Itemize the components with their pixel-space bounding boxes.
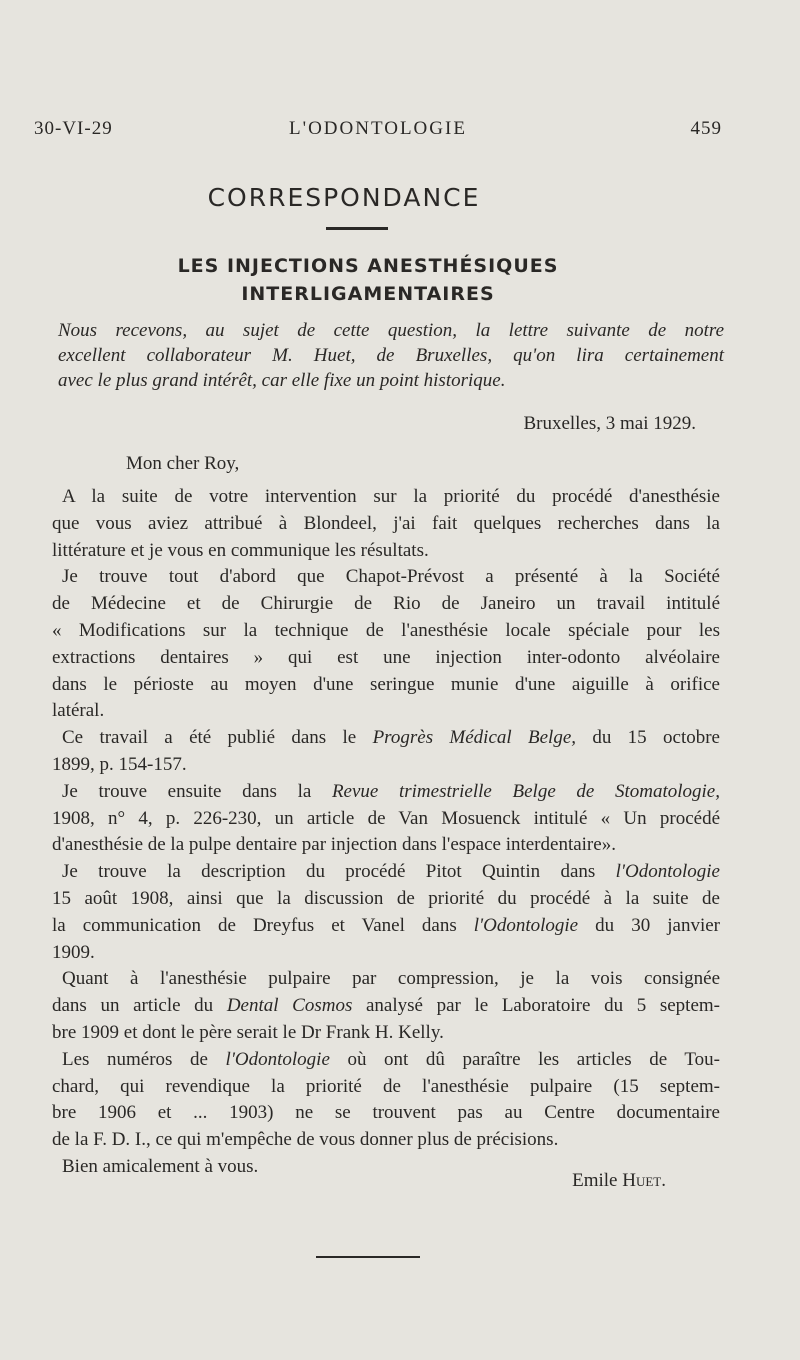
letter-dateline: Bruxelles, 3 mai 1929. <box>523 413 696 434</box>
citation-journal: Revue trimestrielle Belge de Stomatologie, <box>331 780 720 802</box>
text-run: la communication de Dreyfus et Vanel dans <box>52 914 474 936</box>
text-line: extractions dentaires » qui est une injection inter-odonto alvéolaire <box>52 646 720 668</box>
text-run: du 30 janvier <box>578 914 720 936</box>
text-run: Je trouve la description du procédé Pitot Quintin dans <box>62 861 616 883</box>
signature-first-name: Emile <box>572 1170 618 1191</box>
intro-line-1: Nous recevons, au sujet de cette question, la lettre suivante de notre <box>58 320 724 341</box>
text-line: de Médecine et de Chirurgie de Rio de Janeiro un travail intitulé <box>52 593 720 615</box>
end-divider <box>316 1256 420 1258</box>
text-line: 1908, n° 4, p. 226-230, un article de Van Mosuenck intitulé « Un procédé <box>52 807 720 829</box>
intro-line-2: excellent collaborateur M. Huet, de Bruxelles, qu'on lira certainement <box>58 345 724 366</box>
text-line: de la F. D. I., ce qui m'empêche de vous donner plus de précisions. <box>52 1129 559 1151</box>
citation-journal: l'Odontologie <box>225 1048 330 1070</box>
text-line: 1909. <box>52 941 95 963</box>
text-run: Je trouve ensuite dans la <box>62 780 332 802</box>
text-line <box>52 779 720 806</box>
header-page-number: 459 <box>690 118 722 139</box>
citation-journal: Dental Cosmos <box>226 995 353 1017</box>
paragraph-1 <box>52 484 720 564</box>
text-line <box>52 725 720 752</box>
text-run: dans un article du <box>52 995 227 1017</box>
intro-line-3: avec le plus grand intérêt, car elle fixe un point historique. <box>58 370 506 391</box>
header-journal: L'ODONTOLOGIE <box>289 118 467 139</box>
text-run: analysé par le Laboratoire du 5 septem- <box>352 995 720 1017</box>
article-title-line-1: LES INJECTIONS ANESTHÉSIQUES <box>177 255 559 277</box>
text-line: littérature et je vous en communique les résultats. <box>52 539 429 561</box>
paragraph-5 <box>52 859 720 966</box>
header-date: 30-VI-29 <box>34 118 113 139</box>
letter-body <box>52 484 720 1181</box>
paragraph-2 <box>52 564 720 725</box>
signature <box>572 1170 666 1192</box>
editor-intro <box>58 318 724 393</box>
citation-journal: l'Odontologie <box>615 861 720 883</box>
article-title-line-2: INTERLIGAMENTAIRES <box>241 283 495 305</box>
text-line: bre 1906 et ... 1903) ne se trouvent pas au Centre documentaire <box>52 1102 720 1124</box>
text-line: 1899, p. 154-157. <box>52 753 187 775</box>
article-title <box>100 252 636 308</box>
section-title: CORRESPONDANCE <box>207 183 481 212</box>
paragraph-3 <box>52 725 720 779</box>
text-line <box>52 993 720 1020</box>
paragraph-4 <box>52 779 720 859</box>
citation-journal: l'Odontologie <box>473 914 579 936</box>
text-line: dans le périoste au moyen d'une seringue munie d'une aiguille à orifice <box>52 673 720 695</box>
text-line: bre 1909 et dont le père serait le Dr Frank H. Kelly. <box>52 1021 444 1043</box>
text-line <box>52 1047 720 1074</box>
text-line: Je trouve tout d'abord que Chapot-Prévost a présenté à la Société <box>62 566 720 588</box>
text-run: Ce travail a été publié dans le <box>62 727 373 749</box>
text-line: A la suite de votre intervention sur la priorité du procédé d'anesthésie <box>62 486 720 507</box>
text-line: que vous aviez attribué à Blondeel, j'ai fait quelques recherches dans la <box>52 512 720 534</box>
paragraph-6 <box>52 966 720 1046</box>
text-line: « Modifications sur la technique de l'anesthésie locale spéciale pour les <box>52 619 720 641</box>
text-run: du 15 octobre <box>576 727 720 749</box>
text-run: Les numéros de <box>62 1048 226 1070</box>
citation-journal: Progrès Médical Belge, <box>372 727 577 749</box>
text-line: Quant à l'anesthésie pulpaire par compression, je la vois consignée <box>62 968 720 990</box>
letter-salutation: Mon cher Roy, <box>126 453 240 474</box>
title-divider <box>326 227 388 230</box>
text-run: où ont dû paraître les articles de Tou- <box>329 1048 720 1070</box>
text-line <box>52 913 720 940</box>
paragraph-7 <box>52 1047 720 1154</box>
closing-line: Bien amicalement à vous. <box>62 1155 259 1177</box>
text-line: 15 août 1908, ainsi que la discussion de priorité du procédé à la suite de <box>52 887 720 909</box>
signature-last-name: Huet. <box>622 1170 666 1191</box>
text-line <box>52 859 720 886</box>
text-line: d'anesthésie de la pulpe dentaire par injection dans l'espace interdentaire». <box>52 834 616 856</box>
text-line: latéral. <box>52 700 105 722</box>
text-line: chard, qui revendique la priorité de l'anesthésie pulpaire (15 septem- <box>52 1075 720 1097</box>
